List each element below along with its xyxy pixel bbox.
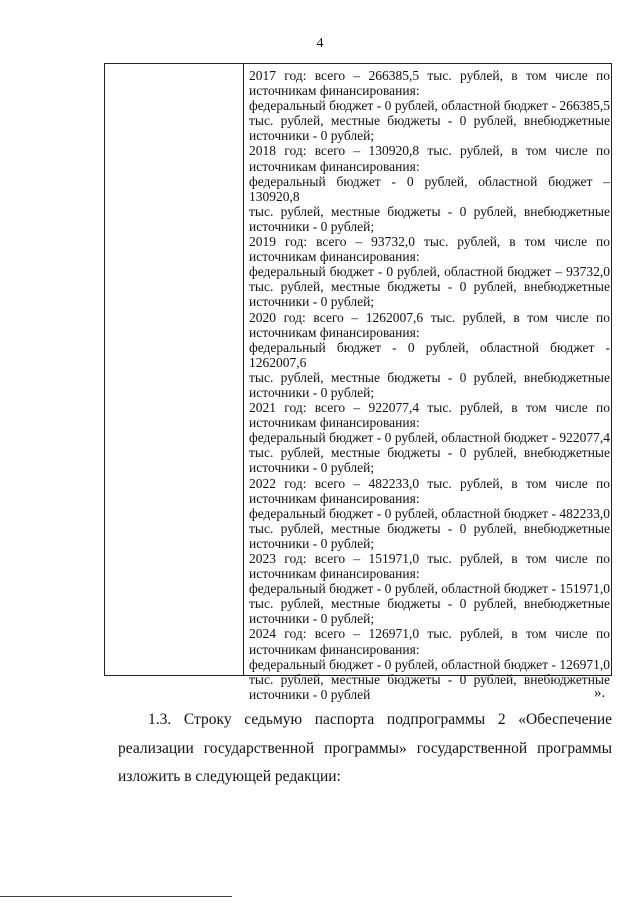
table-text-line: федеральный бюджет - 0 рублей, областной бюджет - 482233,0 [249,505,610,521]
table-text-line: федеральный бюджет - 0 рублей, областной бюджет – 93732,0 [249,264,610,280]
page-number: 4 [316,36,324,51]
table-text-line: тыс. рублей, местные бюджеты - 0 рублей, внебюджетные [249,369,610,385]
table-text-line: федеральный бюджет - 0 рублей, областной бюджет - 126971,0 [249,656,610,672]
table-text-line: 2020 год: всего – 1262007,6 тыс. рублей, в том числе по [249,309,610,325]
amendment-paragraph [118,706,612,792]
table-text-line: 2024 год: всего – 126971,0 тыс. рублей, в том числе по [249,626,610,642]
table-text-line: 2022 год: всего – 482233,0 тыс. рублей, в том числе по [249,475,610,491]
table-text-line: источники - 0 рублей [249,686,371,702]
footer-rule [0,896,232,897]
closing-quote: ». [594,685,606,701]
table-text-line: тыс. рублей, местные бюджеты - 0 рублей, внебюджетные [249,596,610,612]
paragraph-line: реализации государственной программы» государственной программы [118,739,612,757]
table-text-line: федеральный бюджет - 0 рублей, областной бюджет - 1262007,6 [249,339,610,370]
table-text-line: источники - 0 рублей; [249,218,375,234]
table-text-line: тыс. рублей, местные бюджеты - 0 рублей, внебюджетные [249,113,610,129]
table-text-line: источникам финансирования: [249,490,420,506]
table-cell-funding-text [249,68,610,702]
table-text-line: тыс. рублей, местные бюджеты - 0 рублей, внебюджетные [249,671,610,687]
table-column-divider [243,64,244,675]
table-text-line: федеральный бюджет - 0 рублей, областной бюджет – 130920,8 [249,173,610,204]
table-text-line: тыс. рублей, местные бюджеты - 0 рублей, внебюджетные [249,203,610,219]
table-text-line: источникам финансирования: [249,83,420,99]
table-text-line: тыс. рублей, местные бюджеты - 0 рублей, внебюджетные [249,279,610,295]
table-text-line: 2021 год: всего – 922077,4 тыс. рублей, в том числе по [249,400,610,416]
paragraph-line: изложить в следующей редакции: [118,768,341,785]
funding-table [104,63,612,702]
table-text-line: источники - 0 рублей; [249,611,375,627]
table-text-line: 2023 год: всего – 151971,0 тыс. рублей, в том числе по [249,551,610,566]
paragraph-line: 1.3. Строку седьмую паспорта подпрограммы 2 «Обеспечение [148,711,612,728]
table-text-line: источники - 0 рублей; [249,294,375,310]
table-text-line: 2017 год: всего – 266385,5 тыс. рублей, в том числе по [249,68,610,83]
table-text-line: тыс. рублей, местные бюджеты - 0 рублей, внебюджетные [249,520,610,536]
table-text-line: источникам финансирования: [249,415,420,431]
table-text-line: источники - 0 рублей; [249,384,375,400]
table-text-line: 2018 год: всего – 130920,8 тыс. рублей, в том числе по [249,143,610,159]
table-text-line: источникам финансирования: [249,566,420,582]
table-text-line: источникам финансирования: [249,249,420,265]
table-text-line: источникам финансирования: [249,158,420,174]
table-text-line: источники - 0 рублей; [249,535,375,551]
table-text-line: источники - 0 рублей; [249,460,375,476]
table-text-line: 2019 год: всего – 93732,0 тыс. рублей, в том числе по [249,234,610,250]
table-text-line: источникам финансирования: [249,641,420,657]
table-text-line: федеральный бюджет - 0 рублей, областной бюджет - 151971,0 [249,581,610,597]
table-text-line: федеральный бюджет - 0 рублей, областной бюджет - 922077,4 [249,430,610,446]
table-text-line: источники - 0 рублей; [249,128,375,144]
table-text-line: тыс. рублей, местные бюджеты - 0 рублей, внебюджетные [249,445,610,461]
table-text-line: федеральный бюджет - 0 рублей, областной бюджет - 266385,5 [249,98,610,114]
table-text-line: источникам финансирования: [249,324,420,340]
